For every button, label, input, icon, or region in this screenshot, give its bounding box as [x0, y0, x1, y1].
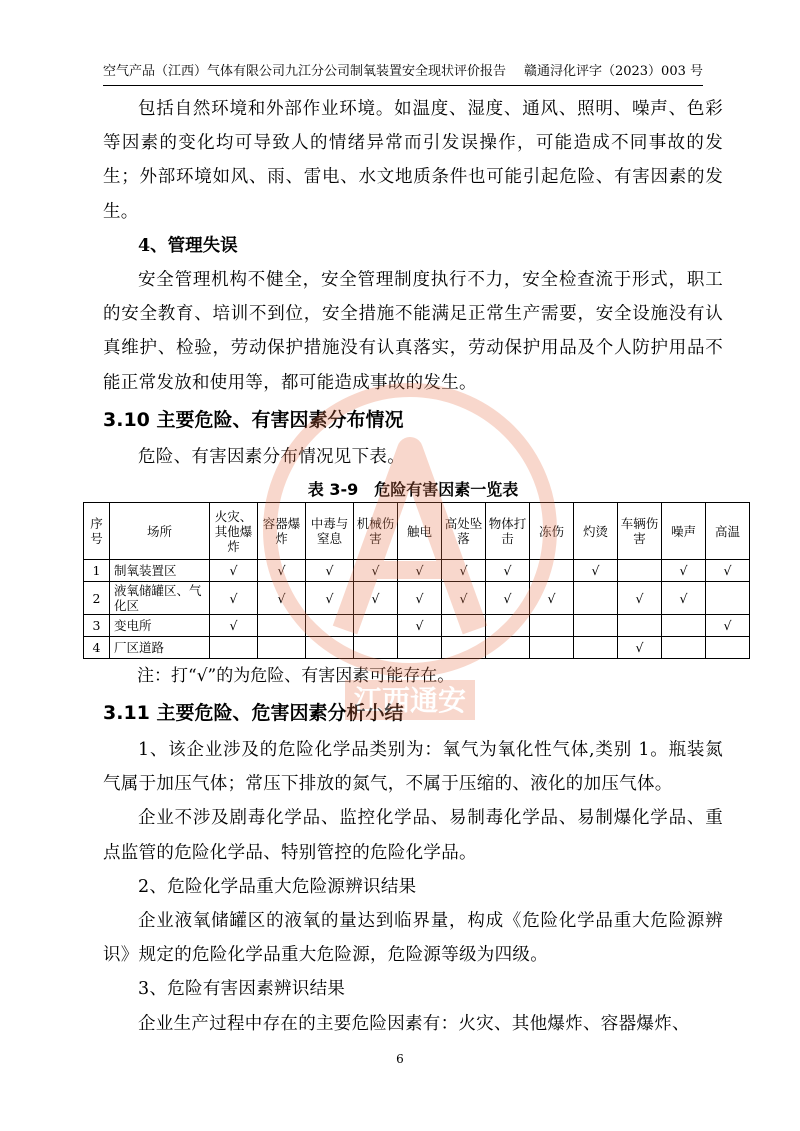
place-cell: 液氧储罐区、气化区	[110, 582, 210, 615]
hazard-mark-cell: √	[486, 582, 530, 615]
table-header-cell: 触电	[398, 503, 442, 560]
table-row	[84, 582, 750, 615]
hazard-mark-cell: √	[706, 560, 750, 582]
table-header-cell: 机械伤害	[354, 503, 398, 560]
hazard-mark-cell	[306, 637, 354, 659]
paragraph-table-intro: 危险、有害因素分布情况见下表。	[138, 446, 405, 467]
table-header-cell: 车辆伤害	[618, 503, 662, 560]
hazard-table	[83, 502, 750, 659]
hazard-mark-cell	[354, 615, 398, 637]
hazard-mark-cell: √	[530, 582, 574, 615]
hazard-mark-cell	[662, 637, 706, 659]
table-row	[84, 560, 750, 582]
hazard-mark-cell: √	[210, 615, 258, 637]
paragraph-management: 安全管理机构不健全，安全管理制度执行不力，安全检查流于形式，职工的安全教育、培训不到位，安全措施不能满足正常生产需要，安全设施没有认真维护、检验，劳动保护措施没有认真落实，劳动保护用品及个人防护用品不能正常发放和使用等，都可能造成事故的发生。	[103, 270, 723, 393]
table-header-cell: 容器爆炸	[258, 503, 306, 560]
hazard-mark-cell: √	[442, 560, 486, 582]
section-title-3-11: 3.11 主要危险、危害因素分析小结	[103, 702, 404, 725]
place-cell: 制氧装置区	[110, 560, 210, 582]
hazard-mark-cell: √	[258, 582, 306, 615]
paragraph-major-hazard-result: 企业液氧储罐区的液氧的量达到临界量，构成《危险化学品重大危险源辨识》规定的危险化学品重大危险源，危险源等级为四级。	[103, 911, 723, 966]
hazard-mark-cell	[486, 615, 530, 637]
table-note: 注：打“√”的为危险、有害因素可能存在。	[137, 666, 455, 687]
hazard-mark-cell: √	[306, 560, 354, 582]
hazard-mark-cell	[574, 637, 618, 659]
hazard-mark-cell: √	[354, 560, 398, 582]
table-header-cell: 场所	[110, 503, 210, 560]
hazard-mark-cell: √	[442, 582, 486, 615]
header-doc-number: 赣通浔化评字（2023）003 号	[523, 64, 703, 79]
hazard-mark-cell	[258, 615, 306, 637]
hazard-mark-cell: √	[398, 615, 442, 637]
table-header-cell: 灼烫	[574, 503, 618, 560]
place-cell: 变电所	[110, 615, 210, 637]
hazard-mark-cell: √	[618, 582, 662, 615]
page-body	[90, 92, 740, 1041]
hazard-mark-cell: √	[662, 560, 706, 582]
table-header-cell: 冻伤	[530, 503, 574, 560]
table-header-cell: 物体打击	[486, 503, 530, 560]
table-row	[84, 637, 750, 659]
hazard-mark-cell: √	[662, 582, 706, 615]
hazard-mark-cell	[530, 560, 574, 582]
paragraph-main-hazards: 企业生产过程中存在的主要危险因素有：火灾、其他爆炸、容器爆炸、	[138, 1013, 690, 1034]
hazard-mark-cell: √	[210, 560, 258, 582]
hazard-mark-cell	[618, 560, 662, 582]
paragraph-environment: 包括自然环境和外部作业环境。如温度、湿度、通风、照明、噪声、色彩等因素的变化均可导致人的情绪异常而引发误操作，可能造成不同事故的发生；外部环境如风、雨、雷电、水文地质条件也可能引起危险、有害因素的发生。	[103, 99, 723, 222]
hazard-mark-cell: √	[258, 560, 306, 582]
hazard-mark-cell	[530, 637, 574, 659]
row-number-cell: 4	[84, 637, 110, 659]
paragraph-major-hazard-heading: 2、危险化学品重大危险源辨识结果	[138, 876, 417, 897]
hazard-mark-cell	[210, 637, 258, 659]
hazard-mark-cell	[442, 637, 486, 659]
page-number: 6	[396, 1052, 404, 1066]
hazard-mark-cell	[486, 637, 530, 659]
table-header-cell: 火灾、其他爆炸	[210, 503, 258, 560]
row-number-cell: 1	[84, 560, 110, 582]
hazard-mark-cell	[258, 637, 306, 659]
table-header-row	[84, 503, 750, 560]
hazard-mark-cell: √	[706, 615, 750, 637]
hazard-mark-cell: √	[210, 582, 258, 615]
table-header-cell: 噪声	[662, 503, 706, 560]
seal-banner-text: 江西通安	[353, 684, 467, 717]
header-report-title: 空气产品（江西）气体有限公司九江分公司制氧装置安全现状评价报告	[103, 64, 507, 79]
hazard-mark-cell	[354, 637, 398, 659]
place-cell: 厂区道路	[110, 637, 210, 659]
hazard-mark-cell	[618, 615, 662, 637]
table-header-cell: 序号	[84, 503, 110, 560]
page-header	[103, 60, 703, 86]
table-row	[84, 615, 750, 637]
hazard-mark-cell: √	[618, 637, 662, 659]
table-header-cell: 中毒与窒息	[306, 503, 354, 560]
hazard-mark-cell	[530, 615, 574, 637]
hazard-mark-cell	[306, 615, 354, 637]
hazard-mark-cell	[442, 615, 486, 637]
hazard-mark-cell	[706, 582, 750, 615]
hazard-mark-cell	[574, 582, 618, 615]
paragraph-hazard-id-heading: 3、危险有害因素辨识结果	[138, 979, 346, 1000]
hazard-mark-cell: √	[306, 582, 354, 615]
paragraph-not-involved: 企业不涉及剧毒化学品、监控化学品、易制毒化学品、易制爆化学品、重点监管的危险化学品、特别管控的危险化学品。	[103, 808, 723, 863]
row-number-cell: 2	[84, 582, 110, 615]
row-number-cell: 3	[84, 615, 110, 637]
hazard-mark-cell: √	[398, 582, 442, 615]
table-caption: 表 3-9 危险有害因素一览表	[307, 480, 519, 500]
table-header-cell: 高处坠落	[442, 503, 486, 560]
hazard-mark-cell: √	[486, 560, 530, 582]
hazard-mark-cell	[706, 637, 750, 659]
hazard-mark-cell	[662, 615, 706, 637]
section-title-3-10: 3.10 主要危险、有害因素分布情况	[103, 408, 404, 431]
hazard-mark-cell	[398, 637, 442, 659]
hazard-mark-cell	[574, 615, 618, 637]
hazard-mark-cell: √	[398, 560, 442, 582]
subheading-management-error: 4、管理失误	[138, 235, 238, 256]
hazard-mark-cell: √	[354, 582, 398, 615]
paragraph-hazardous-chemicals: 1、该企业涉及的危险化学品类别为：氧气为氧化性气体,类别 1。瓶装氮气属于加压气体；常压下排放的氮气，不属于压缩的、液化的加压气体。	[103, 740, 723, 795]
hazard-mark-cell: √	[574, 560, 618, 582]
table-header-cell: 高温	[706, 503, 750, 560]
